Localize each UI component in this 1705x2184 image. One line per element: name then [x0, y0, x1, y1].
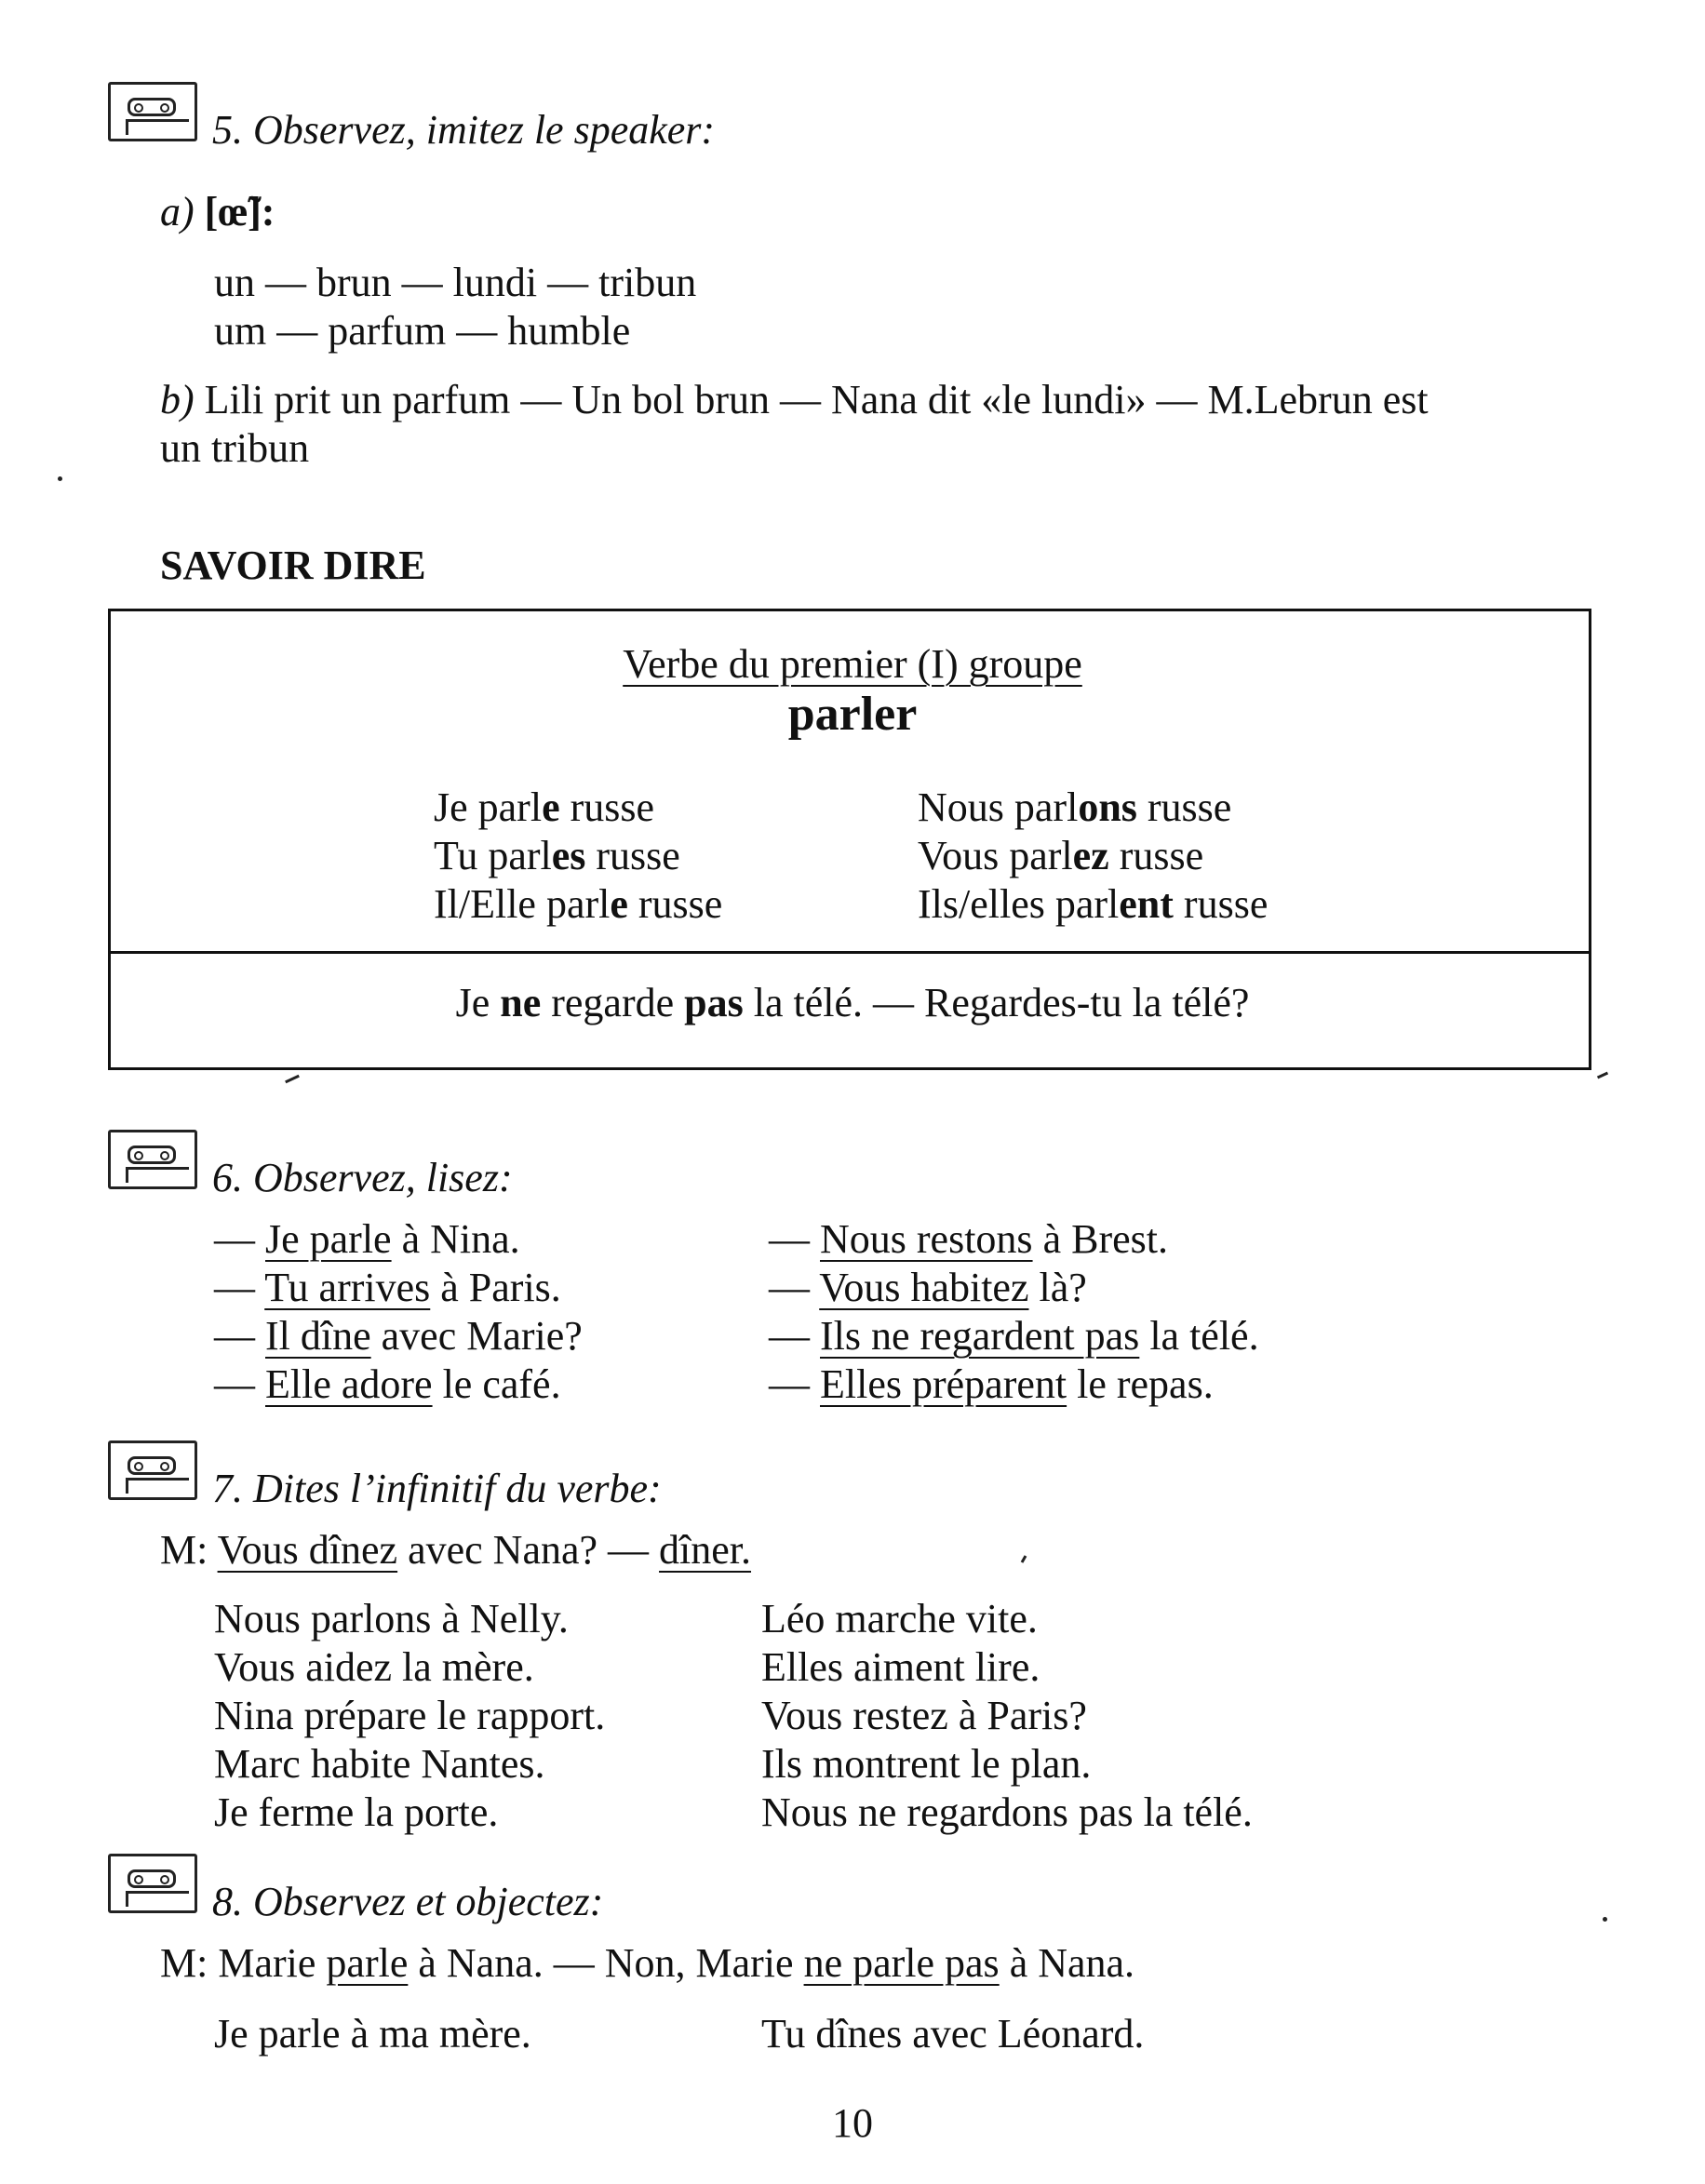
ex6-left-column — [214, 1215, 583, 1409]
ex7-model: M: Vous dînez avec Nana? — dîner. — [160, 1527, 752, 1573]
ex5-line-1: un — brun — lundi — tribun — [214, 260, 697, 305]
ex5-a-phoneme: [œ̃]: — [204, 189, 275, 234]
ex6-line: — Elles préparent le repas. — [769, 1361, 1214, 1407]
ex5-a-label: a) — [160, 189, 195, 234]
speck — [58, 476, 62, 481]
ex8-sentence: Tu dînes avec Léonard. — [761, 2011, 1145, 2057]
grammar-box-title: Verbe du premier (I) groupe — [623, 641, 1082, 687]
ex8-left-column — [214, 2010, 531, 2058]
speck — [1603, 1917, 1607, 1922]
conjugation-right — [918, 784, 1268, 929]
stray-mark — [1021, 1555, 1027, 1562]
grammar-verb: parler — [787, 688, 918, 741]
conj-row: Nous parlons russe — [918, 784, 1232, 830]
ex7-sentence: Elles aiment lire. — [761, 1644, 1040, 1690]
ex8-right-column — [761, 2010, 1144, 2058]
stray-mark — [1597, 1072, 1608, 1079]
ex7-sentence: Vous aidez la mère. — [214, 1644, 534, 1690]
ex7-sentence: Marc habite Nantes. — [214, 1741, 545, 1787]
ex5-part-b — [160, 376, 1429, 424]
exercise-8-title: 8. Observez et objectez: — [212, 1879, 604, 1924]
conjugation-left — [434, 784, 722, 929]
cassette-icon — [108, 1854, 197, 1913]
ex7-sentence: Nous ne regardons pas la télé. — [761, 1789, 1253, 1835]
ex8-sentence: Je parle à ma mère. — [214, 2011, 531, 2057]
ex7-sentence: Ils montrent le plan. — [761, 1741, 1092, 1787]
ex7-sentence: Je ferme la porte. — [214, 1789, 499, 1835]
ex7-left-column — [214, 1595, 605, 1837]
cassette-icon — [108, 1440, 197, 1500]
exercise-7-title: 7. Dites l’infinitif du verbe: — [212, 1466, 662, 1511]
box-divider — [108, 951, 1591, 954]
ex6-line: — Vous habitez là? — [769, 1265, 1087, 1310]
exercise-5-title: 5. Observez, imitez le speaker: — [212, 107, 716, 153]
negation-example: Je ne regarde pas la télé. — Regardes-tu la télé? — [455, 980, 1250, 1025]
conj-row: Il/Elle parle russe — [434, 881, 723, 927]
ex7-right-column — [761, 1595, 1253, 1837]
ex5-line-2: um — parfum — humble — [214, 308, 631, 354]
ex7-sentence: Léo marche vite. — [761, 1596, 1038, 1641]
ex7-sentence: Nina prépare le rapport. — [214, 1693, 606, 1738]
ex6-line: — Ils ne regardent pas la télé. — [769, 1313, 1259, 1359]
ex6-line: — Tu arrives à Paris. — [214, 1265, 561, 1310]
ex5-b-label: b) — [160, 377, 195, 422]
conj-row: Tu parles russe — [434, 833, 680, 878]
conj-row: Vous parlez russe — [918, 833, 1204, 878]
conj-row: Ils/elles parlent russe — [918, 881, 1269, 927]
ex6-line: — Je parle à Nina. — [214, 1216, 520, 1262]
ex5-part-a — [160, 188, 275, 236]
cassette-icon — [108, 1130, 197, 1189]
ex6-line: — Elle adore le café. — [214, 1361, 561, 1407]
exercise-6-title: 6. Observez, lisez: — [212, 1155, 513, 1200]
stray-mark — [285, 1075, 300, 1083]
ex8-model: M: Marie parle à Nana. — Non, Marie ne parle pas à Nana. — [160, 1940, 1135, 1986]
ex7-sentence: Nous parlons à Nelly. — [214, 1596, 569, 1641]
ex5-b-text-continued: un tribun — [160, 425, 310, 471]
cassette-icon — [108, 82, 197, 141]
ex6-line: — Nous restons à Brest. — [769, 1216, 1168, 1262]
ex7-sentence: Vous restez à Paris? — [761, 1693, 1087, 1738]
section-heading: SAVOIR DIRE — [160, 543, 426, 588]
ex6-right-column — [769, 1215, 1259, 1409]
conj-row: Je parle russe — [434, 784, 655, 830]
ex5-b-text: Lili prit un parfum — Un bol brun — Nana dit «le lundi» — M.Lebrun est — [204, 377, 1429, 422]
page-number: 10 — [832, 2100, 873, 2146]
ex6-line: — Il dîne avec Marie? — [214, 1313, 583, 1359]
